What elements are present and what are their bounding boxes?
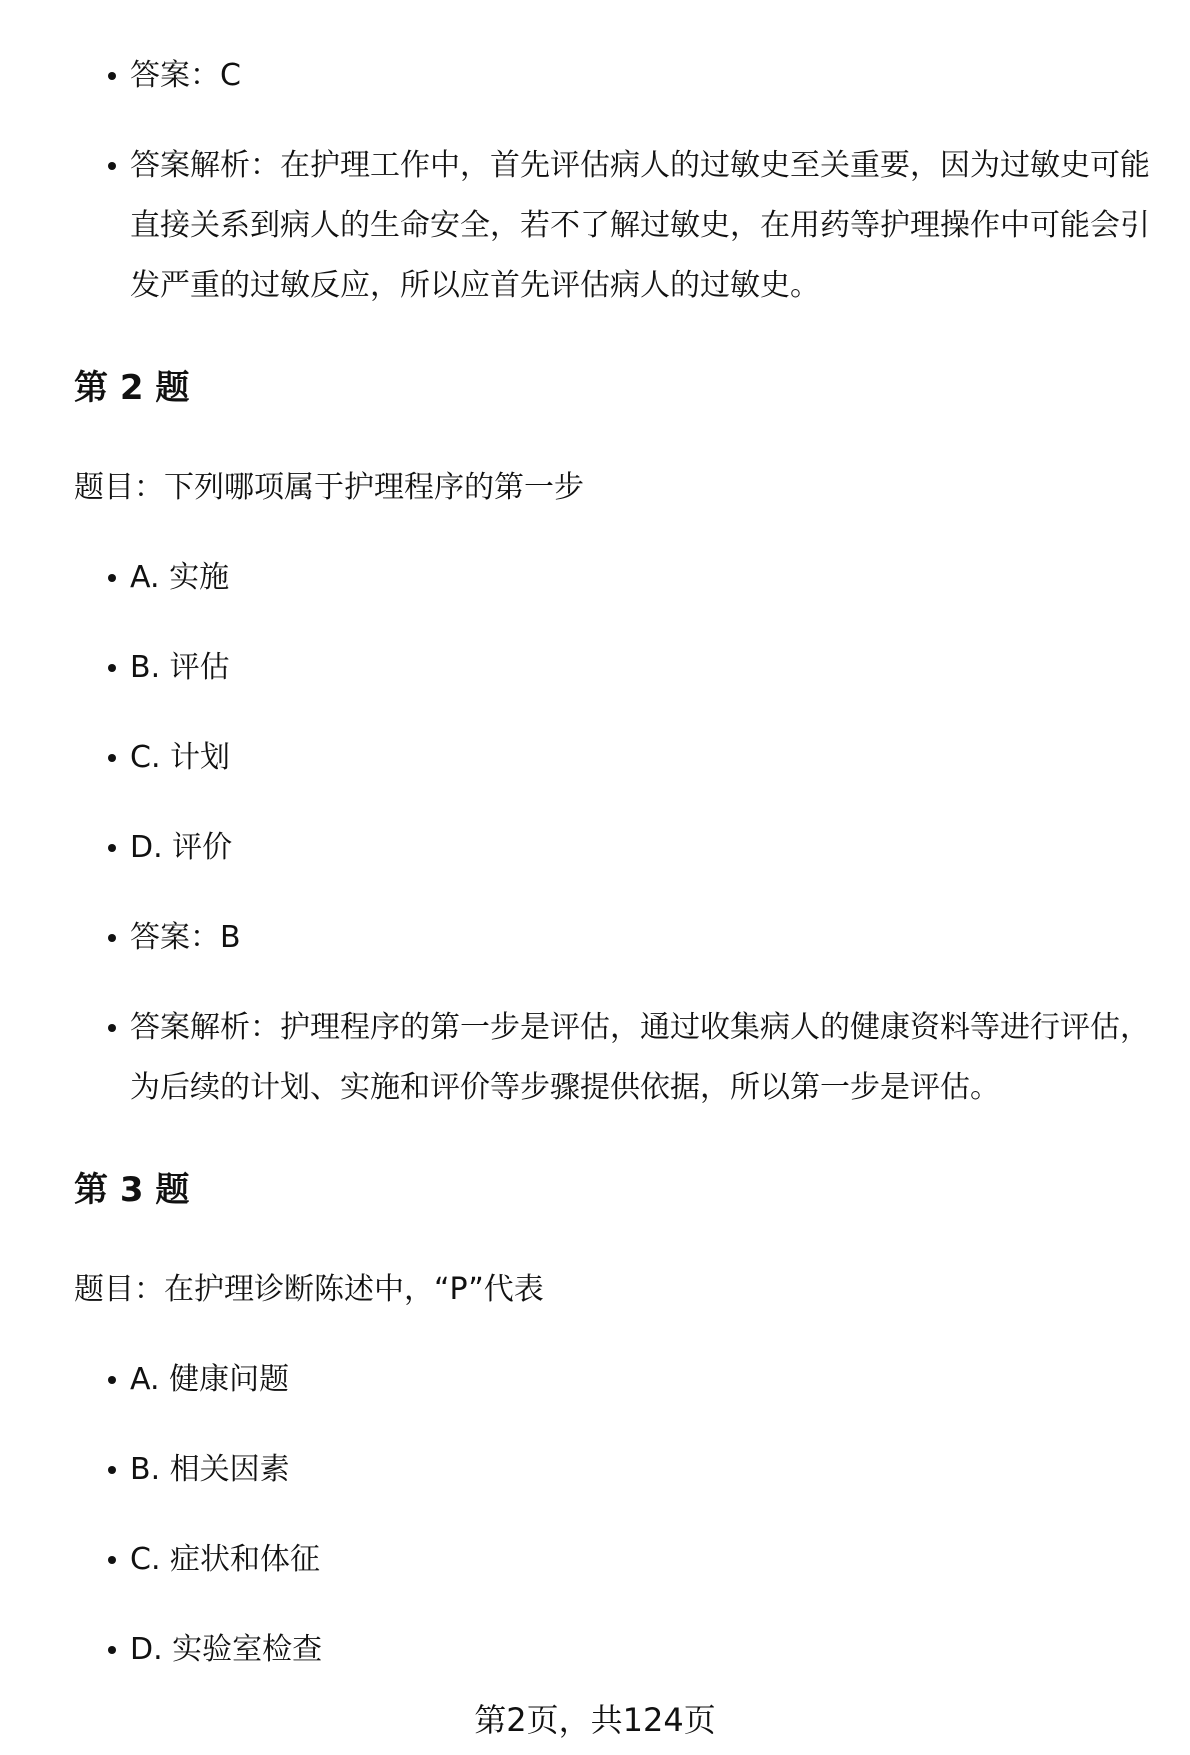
q3-option-b: B. 相关因素 — [130, 1440, 1160, 1500]
q2-option-d: D. 评价 — [130, 818, 1160, 878]
q1-answer: 答案：C — [130, 46, 1160, 106]
q2-question: 题目：下列哪项属于护理程序的第一步 — [74, 470, 584, 505]
q2-answer: 答案：B — [130, 908, 1160, 968]
q1-explanation: 答案解析：在护理工作中，首先评估病人的过敏史至关重要，因为过敏史可能直接关系到病人的生命安全，若不了解过敏史，在用药等护理操作中可能会引发严重的过敏反应，所以应首先评估病人的过敏史。 — [130, 136, 1160, 316]
q3-option-d: D. 实验室检查 — [130, 1620, 1160, 1680]
q2-option-c: C. 计划 — [130, 728, 1160, 788]
page-footer: 第2页，共124页 — [474, 1701, 716, 1739]
q2-option-a: A. 实施 — [130, 548, 1160, 608]
q2-explanation: 答案解析：护理程序的第一步是评估，通过收集病人的健康资料等进行评估，为后续的计划、实施和评价等步骤提供依据，所以第一步是评估。 — [130, 998, 1160, 1118]
q3-option-c: C. 症状和体征 — [130, 1530, 1160, 1590]
q3-question: 题目：在护理诊断陈述中，“P”代表 — [74, 1272, 544, 1307]
q2-heading: 第 2 题 — [74, 368, 190, 408]
q3-heading: 第 3 题 — [74, 1170, 190, 1210]
q2-option-b: B. 评估 — [130, 638, 1160, 698]
q3-option-a: A. 健康问题 — [130, 1350, 1160, 1410]
